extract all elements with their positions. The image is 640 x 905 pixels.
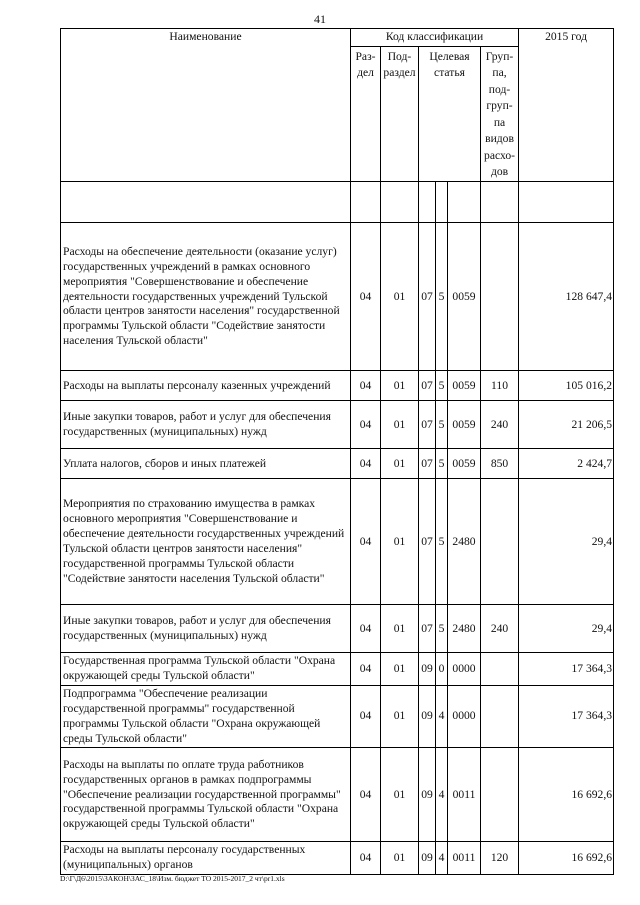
row-section: 04 bbox=[351, 653, 381, 686]
row-subsection: 01 bbox=[381, 401, 419, 449]
column-header-year: 2015 год bbox=[519, 29, 614, 182]
row-subsection: 01 bbox=[381, 653, 419, 686]
row-amount: 2 424,7 bbox=[519, 449, 614, 479]
row-target-article-program: 07 bbox=[419, 605, 436, 653]
row-target-article-subprogram: 5 bbox=[436, 605, 448, 653]
row-name: Государственная программа Тульской области "Охрана окружающей среды Тульской области" bbox=[61, 653, 351, 686]
row-section: 04 bbox=[351, 371, 381, 401]
column-header-target-article: Целевая статья bbox=[419, 46, 481, 182]
budget-table bbox=[60, 28, 614, 875]
row-expense-group bbox=[481, 223, 519, 371]
row-target-article-program: 07 bbox=[419, 479, 436, 605]
row-target-article-direction: 2480 bbox=[448, 605, 481, 653]
row-subsection: 01 bbox=[381, 449, 419, 479]
table-row bbox=[61, 223, 614, 371]
row-amount: 16 692,6 bbox=[519, 748, 614, 842]
row-section: 04 bbox=[351, 605, 381, 653]
row-name: Расходы на выплаты персоналу государственных (муниципальных) органов bbox=[61, 842, 351, 875]
row-name: Подпрограмма "Обеспечение реализации государственной программы" государственной программы Тульской области "Охрана окружающей среды Тульской области" bbox=[61, 686, 351, 748]
row-target-article-direction: 0000 bbox=[448, 686, 481, 748]
row-amount: 29,4 bbox=[519, 479, 614, 605]
row-amount: 21 206,5 bbox=[519, 401, 614, 449]
row-expense-group: 240 bbox=[481, 605, 519, 653]
row-name: Расходы на выплаты персоналу казенных учреждений bbox=[61, 371, 351, 401]
row-expense-group: 850 bbox=[481, 449, 519, 479]
row-name: Расходы на выплаты по оплате труда работников государственных органов в рамках подпрограммы "Обеспечение реализации государственной программы" государственной программы Тульской области "Охрана окружающей среды Тульской области" bbox=[61, 748, 351, 842]
row-expense-group bbox=[481, 653, 519, 686]
row-target-article-program: 09 bbox=[419, 686, 436, 748]
header-row-top bbox=[61, 29, 614, 47]
row-amount: 17 364,3 bbox=[519, 653, 614, 686]
row-amount: 128 647,4 bbox=[519, 223, 614, 371]
row-target-article-subprogram: 5 bbox=[436, 401, 448, 449]
row-name: Уплата налогов, сборов и иных платежей bbox=[61, 449, 351, 479]
row-target-article-direction: 0059 bbox=[448, 223, 481, 371]
table-row bbox=[61, 401, 614, 449]
row-subsection: 01 bbox=[381, 479, 419, 605]
row-target-article-program: 07 bbox=[419, 371, 436, 401]
row-target-article-direction: 0011 bbox=[448, 842, 481, 875]
column-header-section: Раз- дел bbox=[351, 46, 381, 182]
row-target-article-program: 09 bbox=[419, 653, 436, 686]
row-name: Мероприятия по страхованию имущества в рамках основного мероприятия "Совершенствование и обеспечение деятельности государственных учреждений Тульской области центров занятости населения" государственной программы Тульской области "Содействие занятости населения Тульской области" bbox=[61, 479, 351, 605]
row-expense-group: 240 bbox=[481, 401, 519, 449]
row-target-article-subprogram: 4 bbox=[436, 842, 448, 875]
row-section: 04 bbox=[351, 842, 381, 875]
row-amount: 17 364,3 bbox=[519, 686, 614, 748]
column-header-name: Наименование bbox=[61, 29, 351, 182]
table-row bbox=[61, 686, 614, 748]
row-target-article-direction: 0059 bbox=[448, 449, 481, 479]
row-target-article-program: 07 bbox=[419, 449, 436, 479]
row-expense-group: 110 bbox=[481, 371, 519, 401]
row-subsection: 01 bbox=[381, 748, 419, 842]
table-row bbox=[61, 371, 614, 401]
row-expense-group bbox=[481, 479, 519, 605]
row-name: Расходы на обеспечение деятельности (оказание услуг) государственных учреждений в рамках основного мероприятия "Совершенствование и обеспечение деятельности государственных учреждений Тульской области центров занятости населения" государственной программы Тульской области "Содействие занятости населения Тульской области" bbox=[61, 223, 351, 371]
row-section: 04 bbox=[351, 748, 381, 842]
column-header-classification: Код классификации bbox=[351, 29, 519, 47]
row-subsection: 01 bbox=[381, 223, 419, 371]
row-target-article-subprogram: 5 bbox=[436, 449, 448, 479]
row-target-article-subprogram: 4 bbox=[436, 686, 448, 748]
row-target-article-direction: 2480 bbox=[448, 479, 481, 605]
row-target-article-subprogram: 0 bbox=[436, 653, 448, 686]
row-section: 04 bbox=[351, 401, 381, 449]
row-expense-group: 120 bbox=[481, 842, 519, 875]
row-amount: 29,4 bbox=[519, 605, 614, 653]
row-target-article-direction: 0000 bbox=[448, 653, 481, 686]
header-spacer-row bbox=[61, 182, 614, 223]
table-row bbox=[61, 449, 614, 479]
table-row bbox=[61, 653, 614, 686]
row-subsection: 01 bbox=[381, 371, 419, 401]
column-header-expense-group: Груп- па, под- груп- па видов расхо- дов bbox=[481, 46, 519, 182]
table-body bbox=[61, 223, 614, 875]
row-amount: 16 692,6 bbox=[519, 842, 614, 875]
row-target-article-direction: 0059 bbox=[448, 371, 481, 401]
row-target-article-subprogram: 5 bbox=[436, 223, 448, 371]
row-target-article-program: 09 bbox=[419, 842, 436, 875]
row-target-article-direction: 0011 bbox=[448, 748, 481, 842]
row-subsection: 01 bbox=[381, 842, 419, 875]
row-section: 04 bbox=[351, 449, 381, 479]
row-target-article-program: 07 bbox=[419, 223, 436, 371]
row-expense-group bbox=[481, 686, 519, 748]
row-name: Иные закупки товаров, работ и услуг для обеспечения государственных (муниципальных) нужд bbox=[61, 605, 351, 653]
row-target-article-program: 07 bbox=[419, 401, 436, 449]
table-row bbox=[61, 842, 614, 875]
row-target-article-subprogram: 5 bbox=[436, 479, 448, 605]
row-section: 04 bbox=[351, 223, 381, 371]
row-subsection: 01 bbox=[381, 686, 419, 748]
row-target-article-direction: 0059 bbox=[448, 401, 481, 449]
row-name: Иные закупки товаров, работ и услуг для обеспечения государственных (муниципальных) нужд bbox=[61, 401, 351, 449]
column-header-subsection: Под- раздел bbox=[381, 46, 419, 182]
table-row bbox=[61, 605, 614, 653]
row-target-article-subprogram: 4 bbox=[436, 748, 448, 842]
row-expense-group bbox=[481, 748, 519, 842]
row-section: 04 bbox=[351, 479, 381, 605]
page-number: 41 bbox=[314, 12, 326, 26]
row-target-article-subprogram: 5 bbox=[436, 371, 448, 401]
row-target-article-program: 09 bbox=[419, 748, 436, 842]
row-subsection: 01 bbox=[381, 605, 419, 653]
row-amount: 105 016,2 bbox=[519, 371, 614, 401]
table-row bbox=[61, 479, 614, 605]
footer-file-path: D:\Г\Д6\2015\ЗАКОН\ЗАС_18\Изм. бюджет ТО 2015-2017_2 чт\pr1.xls bbox=[60, 874, 285, 883]
table-row bbox=[61, 748, 614, 842]
row-section: 04 bbox=[351, 686, 381, 748]
